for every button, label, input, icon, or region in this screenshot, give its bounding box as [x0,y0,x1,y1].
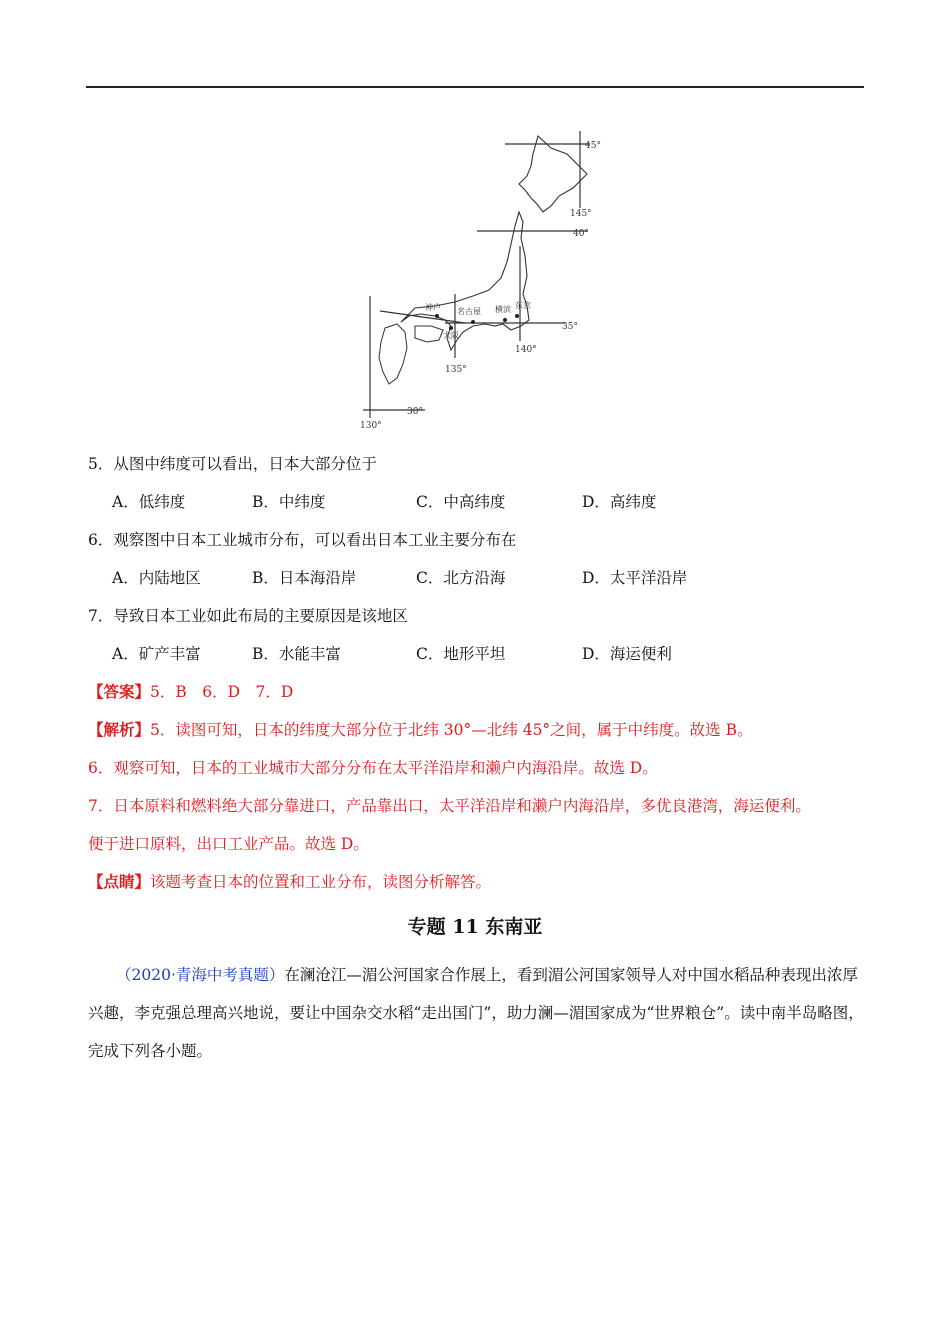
answer-text: 5．B 6．D 7．D [150,683,294,701]
intro-text: 在澜沧江—湄公河国家合作展上，看到湄公河国家领导人对中国水稻品种表现出浓厚兴趣，李克强总理高兴地说，要让中国杂交水稻“走出国门”，助力澜—湄国家成为“世界粮仓”。读中南半岛略图，完成下列各小题。 [88,966,864,1060]
analysis-label: 【解析】 [88,720,151,739]
question-5-stem: 5．从图中纬度可以看出，日本大部分位于 [88,455,377,473]
header-rule [86,86,864,88]
lat-30-label: 30° [407,407,423,417]
japan-map-svg [355,126,605,436]
analysis-line-2: 6．观察可知，日本的工业城市大部分分布在太平洋沿岸和濑户内海沿岸。故选 D。 [88,759,658,777]
city-yokohama-label: 横滨 [495,305,511,314]
lon-135-label: 135° [445,365,467,375]
q7-option-a: A．矿产丰富 [112,645,201,663]
lon-140-label: 140° [515,345,537,355]
comment-label: 【点睛】 [88,872,151,891]
analysis-line-3: 7．日本原料和燃料绝大部分靠进口，产品靠出口，太平洋沿岸和濑户内海沿岸，多优良港湾，海运便利。 [88,797,811,815]
lon-145-label: 145° [570,209,592,219]
lat-45-label: 45° [585,141,601,151]
q5-option-d: D．高纬度 [582,493,657,511]
q7-option-d: D．海运便利 [582,645,672,663]
city-kobe-label: 神户 [425,303,441,312]
city-nagoya-label: 名古屋 [457,307,481,316]
lat-40-label: 40° [573,229,589,239]
city-tokyo-label: 东京 [515,301,531,310]
city-osaka-label: 大阪 [443,331,459,340]
analysis-line-1 [88,718,753,740]
answer-label: 【答案】 [88,682,151,701]
intro-source: （2020·青海中考真题） [116,966,285,984]
lat-35-label: 35° [562,322,578,332]
question-7-stem: 7．导致日本工业如此布局的主要原因是该地区 [88,607,408,625]
q5-option-c: C．中高纬度 [416,493,506,511]
japan-map [355,126,605,436]
q5-option-b: B．中纬度 [252,493,326,511]
q5-option-a: A．低纬度 [112,493,186,511]
section-title: 专题 11 东南亚 [407,916,543,938]
q6-option-a: A．内陆地区 [112,569,201,587]
question-6-stem: 6．观察图中日本工业城市分布，可以看出日本工业主要分布在 [88,531,517,549]
lon-130-label: 130° [360,421,382,431]
q6-option-c: C．北方沿海 [416,569,506,587]
comment-line [88,870,491,892]
analysis-line-4: 便于进口原料，出口工业产品。故选 D。 [88,835,369,853]
answer-line [88,680,293,702]
q7-option-c: C．地形平坦 [416,645,506,663]
q6-option-b: B．日本海沿岸 [252,569,357,587]
analysis-text-1: 5．读图可知，日本的纬度大部分位于北纬 30°—北纬 45°之间，属于中纬度。故选 B。 [150,721,753,739]
q6-option-d: D．太平洋沿岸 [582,569,688,587]
q7-option-b: B．水能丰富 [252,645,341,663]
comment-text: 该题考查日本的位置和工业分布，读图分析解答。 [150,873,492,891]
intro-paragraph [88,956,864,1070]
